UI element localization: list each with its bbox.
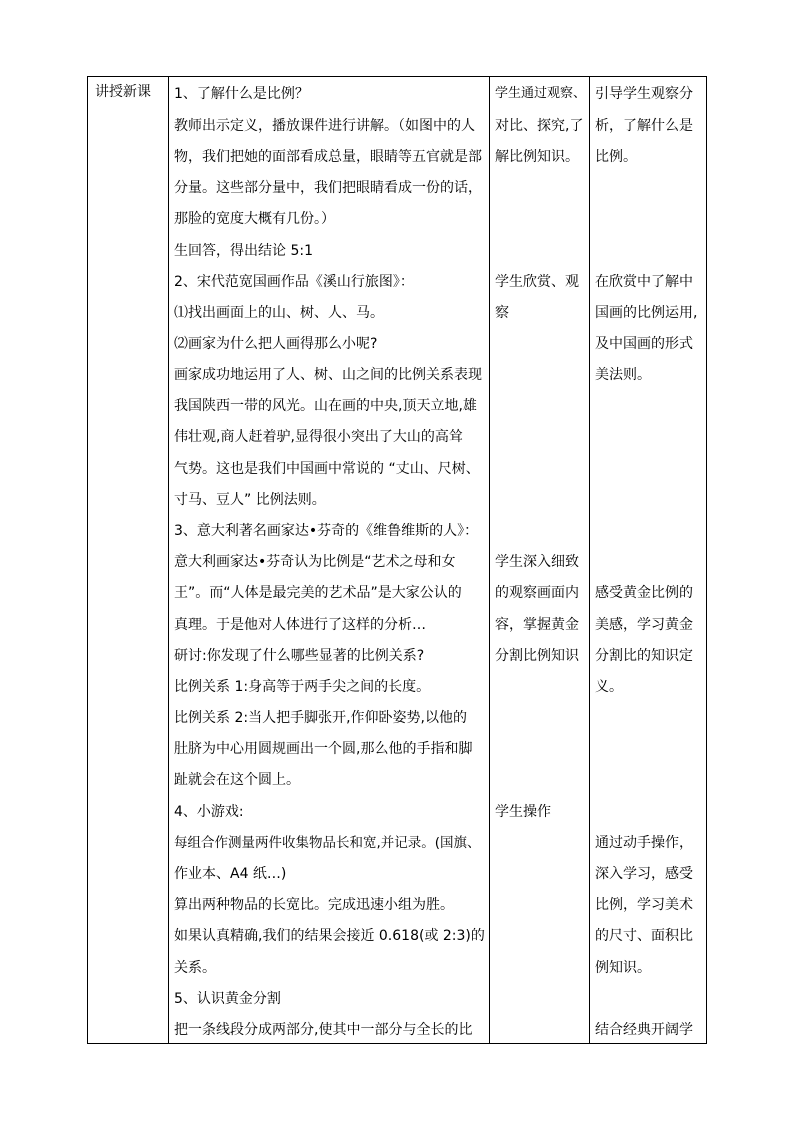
- design-intent-line: 析，了解什么是: [595, 118, 693, 134]
- content-line: 1、了解什么是比例？: [174, 86, 309, 102]
- column-divider: [489, 77, 490, 1043]
- content-line: 趾就会在这个圆上。: [174, 772, 300, 788]
- content-line: 比例关系 2:当人把手脚张开,作仰卧姿势,以他的: [174, 710, 467, 726]
- content-line: 生回答，得出结论 5:1: [174, 243, 313, 259]
- content-line: 算出两种物品的长宽比。完成迅速小组为胜。: [174, 897, 454, 913]
- student-activity-line: 解比例知识。: [495, 149, 579, 165]
- content-line: 研讨:你发现了什么哪些显著的比例关系?: [174, 648, 425, 664]
- design-intent-line: 引导学生观察分: [595, 86, 693, 102]
- student-activity-line: 察: [495, 305, 509, 321]
- content-line: 画家成功地运用了人、树、山之间的比例关系表现: [174, 367, 482, 383]
- content-line: 5、认识黄金分割: [174, 991, 281, 1007]
- content-line: 意大利画家达•芬奇认为比例是“艺术之母和女: [174, 554, 456, 570]
- student-activity-line: 的观察画面内: [495, 585, 579, 601]
- content-line: 作业本、A4 纸…): [174, 866, 287, 882]
- lesson-plan-table: [87, 76, 707, 1044]
- design-intent-line: 比例。: [595, 149, 637, 165]
- content-line: 把一条线段分成两部分,使其中一部分与全长的比: [174, 1022, 473, 1038]
- design-intent-line: 美感，学习黄金: [595, 617, 693, 633]
- student-activity-line: 学生操作: [495, 804, 551, 820]
- content-line: 分量。这些部分量中，我们把眼睛看成一份的话，: [174, 180, 482, 196]
- design-intent-line: 结合经典开阔学: [595, 1022, 693, 1038]
- content-line: 伟壮观,商人赶着驴,显得很小突出了大山的高耸: [174, 429, 463, 445]
- column-divider: [168, 77, 169, 1043]
- design-intent-line: 国画的比例运用,: [595, 305, 698, 321]
- student-activity-line: 分割比例知识: [495, 648, 579, 664]
- design-intent-line: 的尺寸、面积比: [595, 928, 693, 944]
- content-line: 每组合作测量两件收集物品长和宽,并记录。(国旗、: [174, 835, 481, 851]
- student-activity-line: 学生通过观察、: [495, 86, 587, 101]
- student-activity-line: 学生欣赏、观: [495, 274, 579, 290]
- content-line: 肚脐为中心用圆规画出一个圆,那么他的手指和脚: [174, 741, 473, 757]
- content-line: 2、宋代范宽国画作品《溪山行旅图》：: [174, 274, 414, 290]
- content-line: 真理。于是他对人体进行了这样的分析…: [174, 617, 426, 633]
- content-line: 王”。而“人体是最完美的艺术品”是大家公认的: [174, 585, 462, 601]
- design-intent-line: 例知识。: [595, 960, 651, 976]
- design-intent-line: 义。: [595, 679, 623, 695]
- content-line: 我国陕西一带的风光。山在画的中央,顶天立地,雄: [174, 398, 477, 414]
- design-intent-line: 比例，学习美术: [595, 897, 693, 913]
- content-line: 比例关系 1:身高等于两手尖之间的长度。: [174, 679, 431, 695]
- content-line: 寸马、豆人” 比例法则。: [174, 492, 326, 508]
- student-activity-line: 容，掌握黄金: [495, 617, 579, 633]
- content-line: ⑴找出画面上的山、树、人、马。: [174, 305, 384, 321]
- content-line: ⑵画家为什么把人画得那么小呢?: [174, 336, 378, 352]
- section-label: 讲授新课: [95, 84, 151, 100]
- design-intent-line: 美法则。: [595, 367, 651, 383]
- design-intent-line: 及中国画的形式: [595, 336, 693, 352]
- content-line: 如果认真精确,我们的结果会接近 0.618(或 2:3)的: [174, 928, 485, 944]
- content-line: 4、小游戏:: [174, 804, 244, 820]
- column-divider: [589, 77, 590, 1043]
- content-line: 那脸的宽度大概有几份。）: [174, 211, 335, 227]
- design-intent-line: 通过动手操作，: [595, 835, 693, 851]
- content-line: 物，我们把她的面部看成总量，眼睛等五官就是部: [174, 149, 482, 165]
- design-intent-line: 在欣赏中了解中: [595, 274, 693, 290]
- content-line: 教师出示定义，播放课件进行讲解。（如图中的人: [174, 118, 475, 134]
- student-activity-line: 学生深入细致: [495, 554, 579, 570]
- design-intent-line: 感受黄金比例的: [595, 585, 693, 601]
- content-line: 3、意大利著名画家达•芬奇的《维鲁维斯的人》：: [174, 523, 479, 539]
- design-intent-line: 分割比的知识定: [595, 648, 693, 664]
- student-activity-line: 对比、探究,了: [495, 118, 584, 134]
- content-line: 关系。: [174, 960, 216, 976]
- design-intent-line: 深入学习，感受: [595, 866, 693, 882]
- content-line: 气势。这也是我们中国画中常说的 “丈山、尺树、: [174, 461, 480, 477]
